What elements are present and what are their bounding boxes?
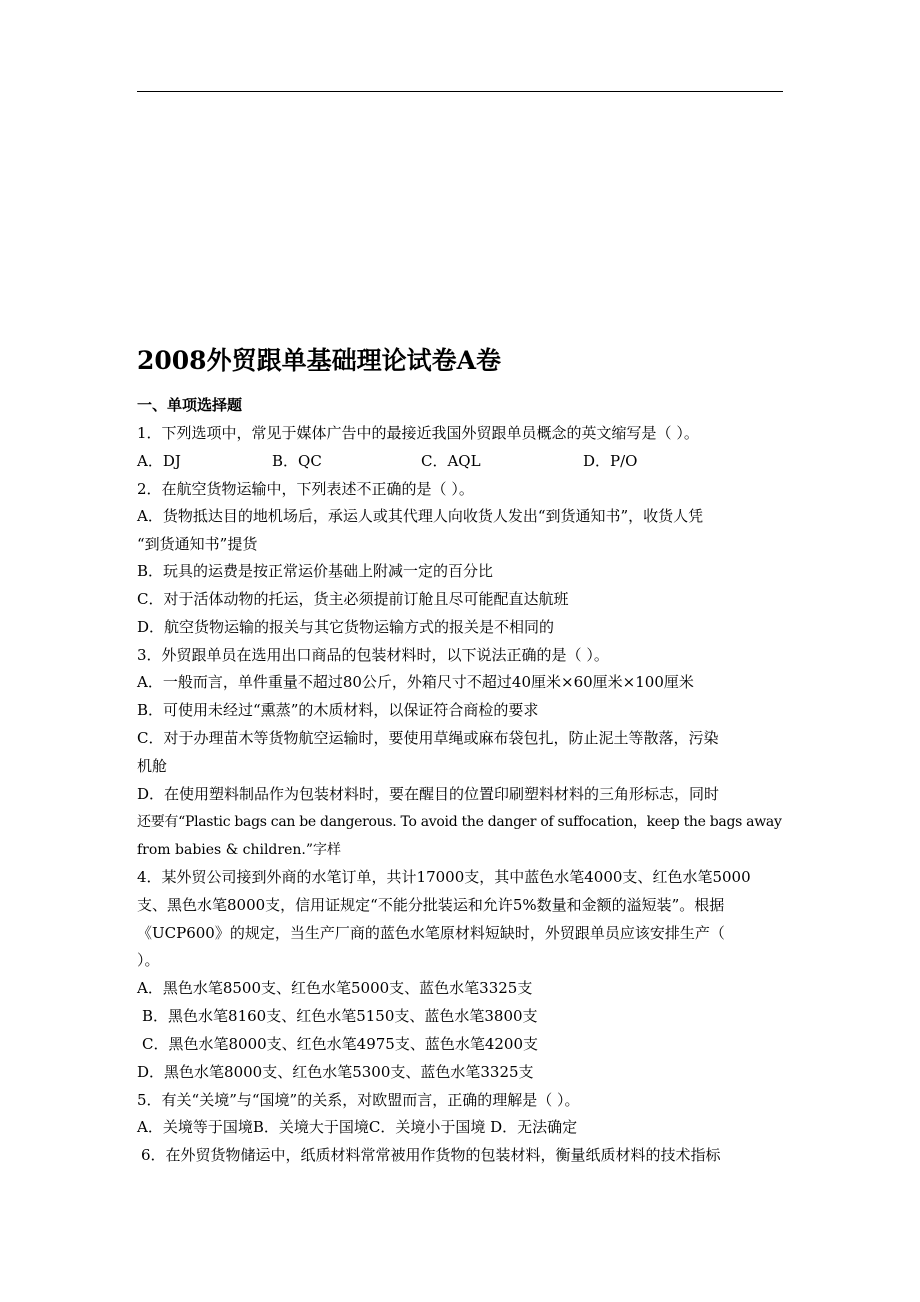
question-4-option-a: A．黑色水笔8500支、红色水笔5000支、蓝色水笔3325支: [137, 979, 533, 997]
question-4-stem-line2: 支、黑色水笔8000支，信用证规定“不能分批装运和允许5%数量和金额的溢短装”。根据: [137, 896, 725, 914]
question-2-option-b: B．玩具的运费是按正常运价基础上附减一定的百分比: [137, 562, 494, 580]
question-3-option-d-line3: from babies & children.”字样: [137, 842, 341, 858]
question-2-option-c: C．对于活体动物的托运，货主必须提前订舱且尽可能配直达航班: [137, 590, 569, 608]
question-3-option-a: A．一般而言，单件重量不超过80公斤，外箱尺寸不超过40厘米×60厘米×100厘米: [137, 673, 694, 691]
question-4-option-c: C．黑色水笔8000支、红色水笔4975支、蓝色水笔4200支: [142, 1035, 539, 1053]
question-5-options: A．关境等于国境B．关境大于国境C．关境小于国境 D．无法确定: [137, 1118, 578, 1136]
question-2-option-a-line1: A．货物抵达目的地机场后，承运人或其代理人向收货人发出“到货通知书”，收货人凭: [137, 507, 704, 525]
question-4-option-b: B．黑色水笔8160支、红色水笔5150支、蓝色水笔3800支: [142, 1007, 538, 1025]
section-heading: 一、单项选择题: [137, 396, 243, 414]
question-1-option-d: D．P/O: [583, 452, 638, 470]
question-4-stem-line4: ）。: [137, 951, 160, 969]
question-6-stem-line1: 6．在外贸货物储运中，纸质材料常常被用作货物的包装材料，衡量纸质材料的技术指标: [141, 1146, 721, 1164]
question-1-option-b: B．QC: [272, 452, 322, 470]
page-title: 2008外贸跟单基础理论试卷A卷: [137, 346, 501, 375]
question-2-option-d: D．航空货物运输的报关与其它货物运输方式的报关是不相同的: [137, 618, 555, 636]
question-5-stem: 5．有关“关境”与“国境”的关系，对欧盟而言，正确的理解是（ ）。: [137, 1091, 580, 1109]
question-2-option-a-line2: “到货通知书”提货: [137, 535, 258, 553]
question-1-stem: 1．下列选项中，常见于媒体广告中的最接近我国外贸跟单员概念的英文缩写是（ ）。: [137, 424, 699, 442]
header-rule: [137, 91, 783, 92]
question-4-stem-line3: 《UCP600》的规定，当生产厂商的蓝色水笔原材料短缺时，外贸跟单员应该安排生产（: [137, 924, 725, 942]
question-3-stem: 3．外贸跟单员在选用出口商品的包装材料时，以下说法正确的是（ ）。: [137, 646, 609, 664]
question-4-stem-line1: 4．某外贸公司接到外商的水笔订单，共计17000支，其中蓝色水笔4000支、红色水笔5000: [137, 868, 751, 886]
question-3-option-c-line2: 机舱: [137, 757, 168, 775]
question-1-option-c: C．AQL: [421, 452, 481, 470]
question-3-option-b: B．可使用未经过“熏蒸”的木质材料，以保证符合商检的要求: [137, 701, 539, 719]
question-3-option-d-line2: 还要有“Plastic bags can be dangerous. To avoid the danger of suffocation，keep the bags away: [137, 814, 782, 830]
question-3-option-c-line1: C．对于办理苗木等货物航空运输时，要使用草绳或麻布袋包扎，防止泥土等散落，污染: [137, 729, 719, 747]
question-1-option-a: A．DJ: [137, 452, 181, 470]
question-4-option-d: D．黑色水笔8000支、红色水笔5300支、蓝色水笔3325支: [137, 1063, 534, 1081]
question-2-stem: 2．在航空货物运输中，下列表述不正确的是（ ）。: [137, 480, 474, 498]
question-3-option-d-line1: D．在使用塑料制品作为包装材料时，要在醒目的位置印刷塑料材料的三角形标志，同时: [137, 785, 720, 803]
